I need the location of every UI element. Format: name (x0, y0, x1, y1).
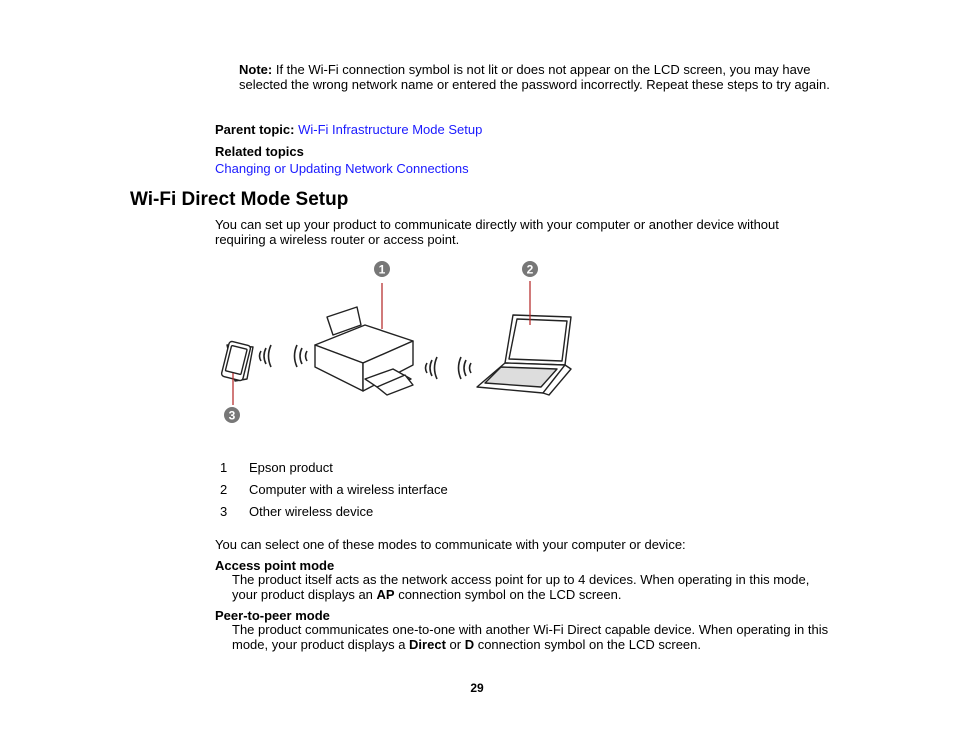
access-point-mode-title: Access point mode (215, 558, 335, 573)
legend-number: 3 (220, 504, 228, 519)
modes-intro: You can select one of these modes to communicate with your computer or device: (215, 537, 686, 552)
page-number: 29 (470, 681, 484, 695)
parent-topic (215, 122, 482, 137)
wifi-direct-diagram (205, 255, 595, 435)
access-point-symbol: AP (376, 587, 395, 602)
parent-topic-label: Parent topic: (215, 122, 295, 137)
access-point-mode-description (232, 572, 832, 602)
peer-symbol-d: D (464, 637, 475, 652)
peer-text-a: The product communicates one-to-one with another Wi-Fi Direct capable device. When operating in this mode, your product displays a (232, 622, 829, 652)
callout-marker-3 (224, 407, 240, 423)
callout-number-2: 2 (526, 262, 534, 277)
smartphone-icon (221, 341, 253, 381)
callout-number-3: 3 (228, 408, 236, 423)
peer-text-mid: or (445, 637, 465, 652)
section-title: Wi-Fi Direct Mode Setup (130, 189, 349, 210)
peer-mode-description (232, 622, 832, 652)
legend-text: Epson product (249, 460, 333, 475)
legend-text: Other wireless device (249, 504, 374, 519)
callout-number-1: 1 (378, 262, 386, 277)
wifi-waves-icon (260, 345, 308, 367)
related-topics-heading: Related topics (215, 144, 304, 159)
peer-text-b: connection symbol on the LCD screen. (474, 637, 701, 652)
note-label: Note: (239, 62, 273, 77)
legend-number: 2 (220, 482, 228, 497)
callout-marker-2 (522, 261, 538, 277)
section-intro: You can set up your product to communicate directly with your computer or another device without requiring a wireless router or access point. (215, 217, 779, 247)
legend-number: 1 (220, 460, 228, 475)
parent-topic-link[interactable]: Wi-Fi Infrastructure Mode Setup (298, 122, 483, 137)
access-point-text-b: connection symbol on the LCD screen. (394, 587, 622, 602)
laptop-icon (477, 315, 571, 395)
peer-symbol-direct: Direct (409, 637, 446, 652)
printer-icon (315, 307, 413, 395)
callout-marker-1 (374, 261, 390, 277)
legend-text: Computer with a wireless interface (249, 482, 448, 497)
access-point-text-a: The product itself acts as the network access point for up to 4 devices. When operating in this mode, your product displays an (232, 572, 810, 602)
note-text: If the Wi-Fi connection symbol is not lit or does not appear on the LCD screen, you may have selected the wrong network name or entered the password incorrectly. Repeat these steps to try again. (239, 62, 830, 92)
note-paragraph (239, 62, 839, 92)
wifi-waves-icon-2 (426, 357, 472, 379)
peer-mode-title: Peer-to-peer mode (215, 608, 330, 623)
related-topic-link[interactable]: Changing or Updating Network Connections (215, 161, 469, 176)
